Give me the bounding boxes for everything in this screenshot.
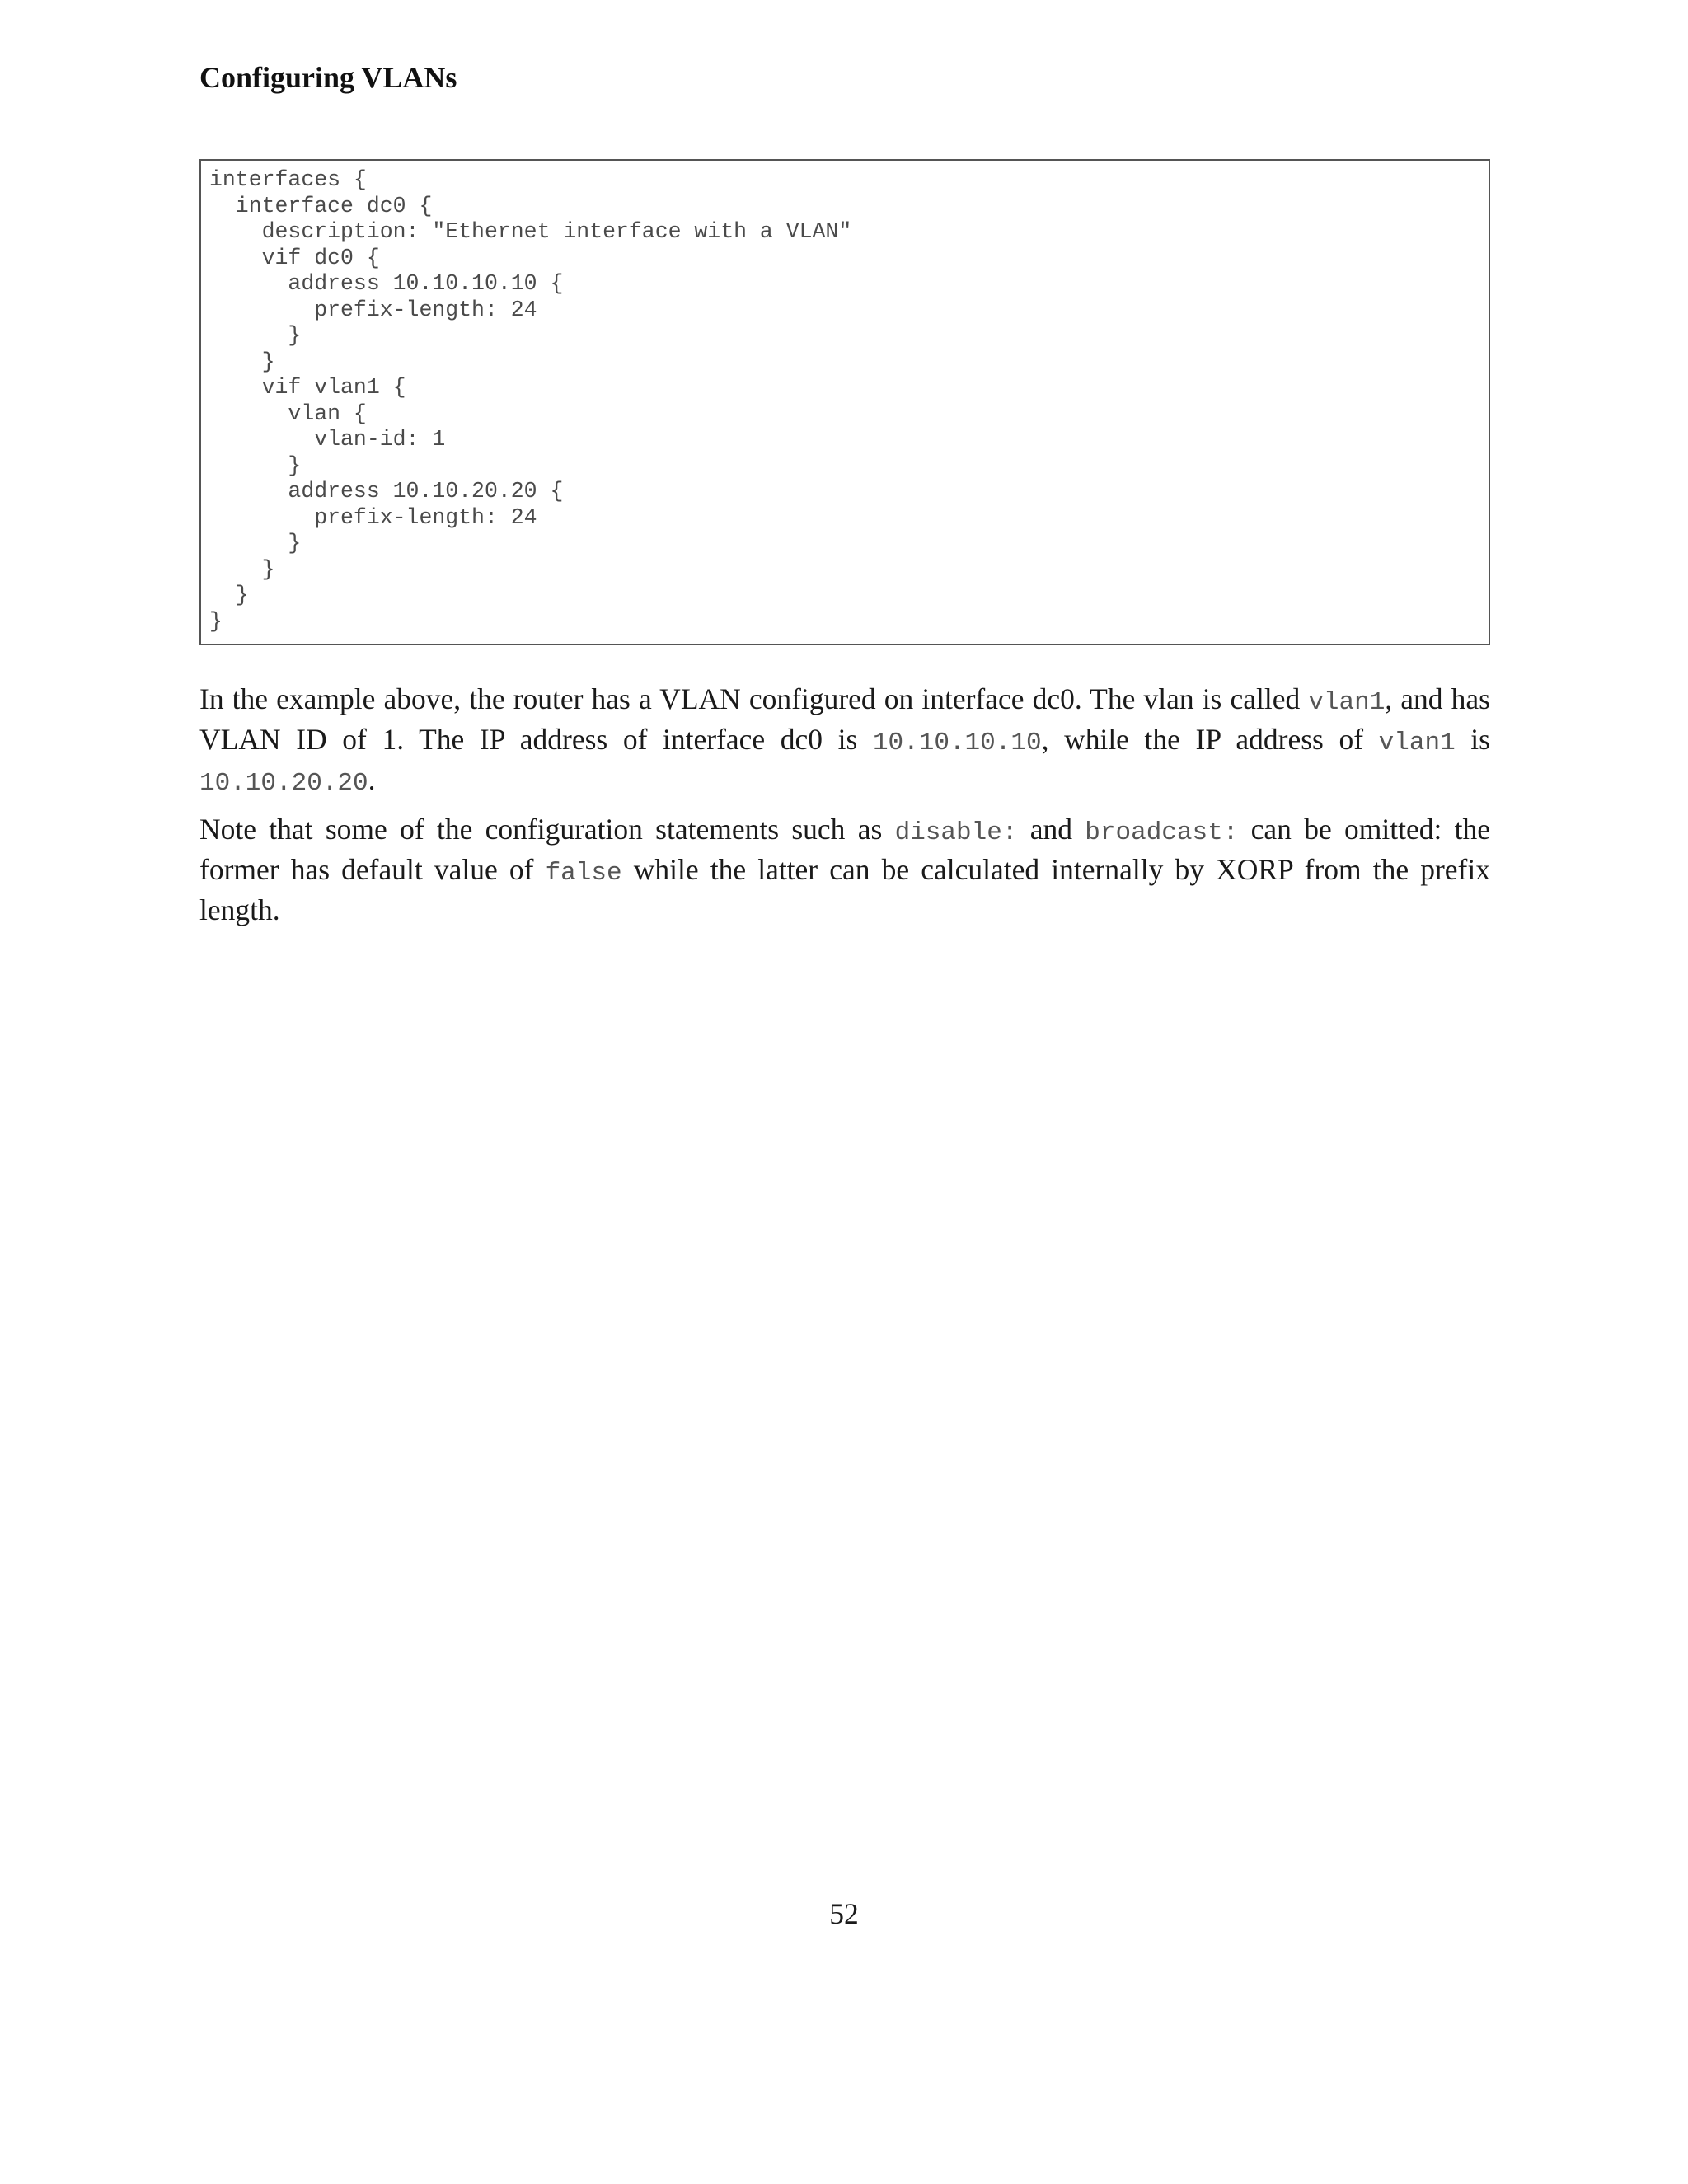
- paragraph-text: In the example above, the router has a VLAN configured on interface dc0. The vlan is called: [199, 682, 1309, 715]
- paragraph-text: while the latter can be calculated internally by XORP from the prefix length.: [199, 853, 1490, 926]
- inline-code-vlan1: vlan1: [1378, 729, 1456, 757]
- paragraph-text: is: [1455, 723, 1490, 756]
- inline-code-vlan1: vlan1: [1308, 688, 1386, 717]
- inline-code-vlan1-address: 10.10.20.20: [199, 769, 368, 798]
- paragraph-text: , while the IP address of: [1041, 723, 1379, 756]
- inline-code-broadcast: broadcast:: [1085, 818, 1239, 847]
- inline-code-dc0-address: 10.10.10.10: [872, 729, 1042, 757]
- inline-code-false: false: [545, 859, 622, 888]
- body-paragraph-vlan-example: [199, 681, 1490, 802]
- code-line: vif dc0 {: [209, 245, 380, 270]
- paragraph-text: Note that some of the configuration statements such as: [199, 813, 895, 846]
- code-line: description: "Ethernet interface with a VLAN": [209, 219, 852, 244]
- inline-code-disable: disable:: [894, 818, 1018, 847]
- paragraph-text: .: [368, 763, 376, 796]
- page-title: Configuring VLANs: [199, 61, 457, 94]
- code-line: prefix-length: 24: [209, 297, 537, 322]
- code-line: vlan-id: 1: [209, 427, 446, 452]
- body-paragraph-note: [199, 811, 1490, 929]
- code-line: }: [209, 349, 275, 374]
- code-block: [199, 159, 1490, 645]
- code-line: }: [209, 556, 275, 582]
- code-line: }: [209, 583, 249, 607]
- paragraph-text: and: [1017, 813, 1085, 846]
- code-line: }: [209, 608, 223, 634]
- paragraph-text: , and has VLAN ID of 1. The IP address of interface dc0 is: [199, 682, 1490, 756]
- code-line: interfaces {: [209, 167, 367, 192]
- code-line: address 10.10.10.10 {: [209, 271, 564, 296]
- page-number: 52: [829, 1897, 859, 1930]
- code-line: }: [209, 531, 302, 555]
- code-line: interface dc0 {: [209, 193, 433, 218]
- code-line: }: [209, 323, 302, 348]
- paragraph-text: can be omitted: the former has default value of: [199, 813, 1491, 886]
- code-line: vif vlan1 {: [209, 375, 406, 400]
- code-line: prefix-length: 24: [209, 504, 537, 530]
- code-line: }: [209, 452, 302, 478]
- code-line: address 10.10.20.20 {: [209, 479, 564, 504]
- code-line: vlan {: [209, 401, 367, 426]
